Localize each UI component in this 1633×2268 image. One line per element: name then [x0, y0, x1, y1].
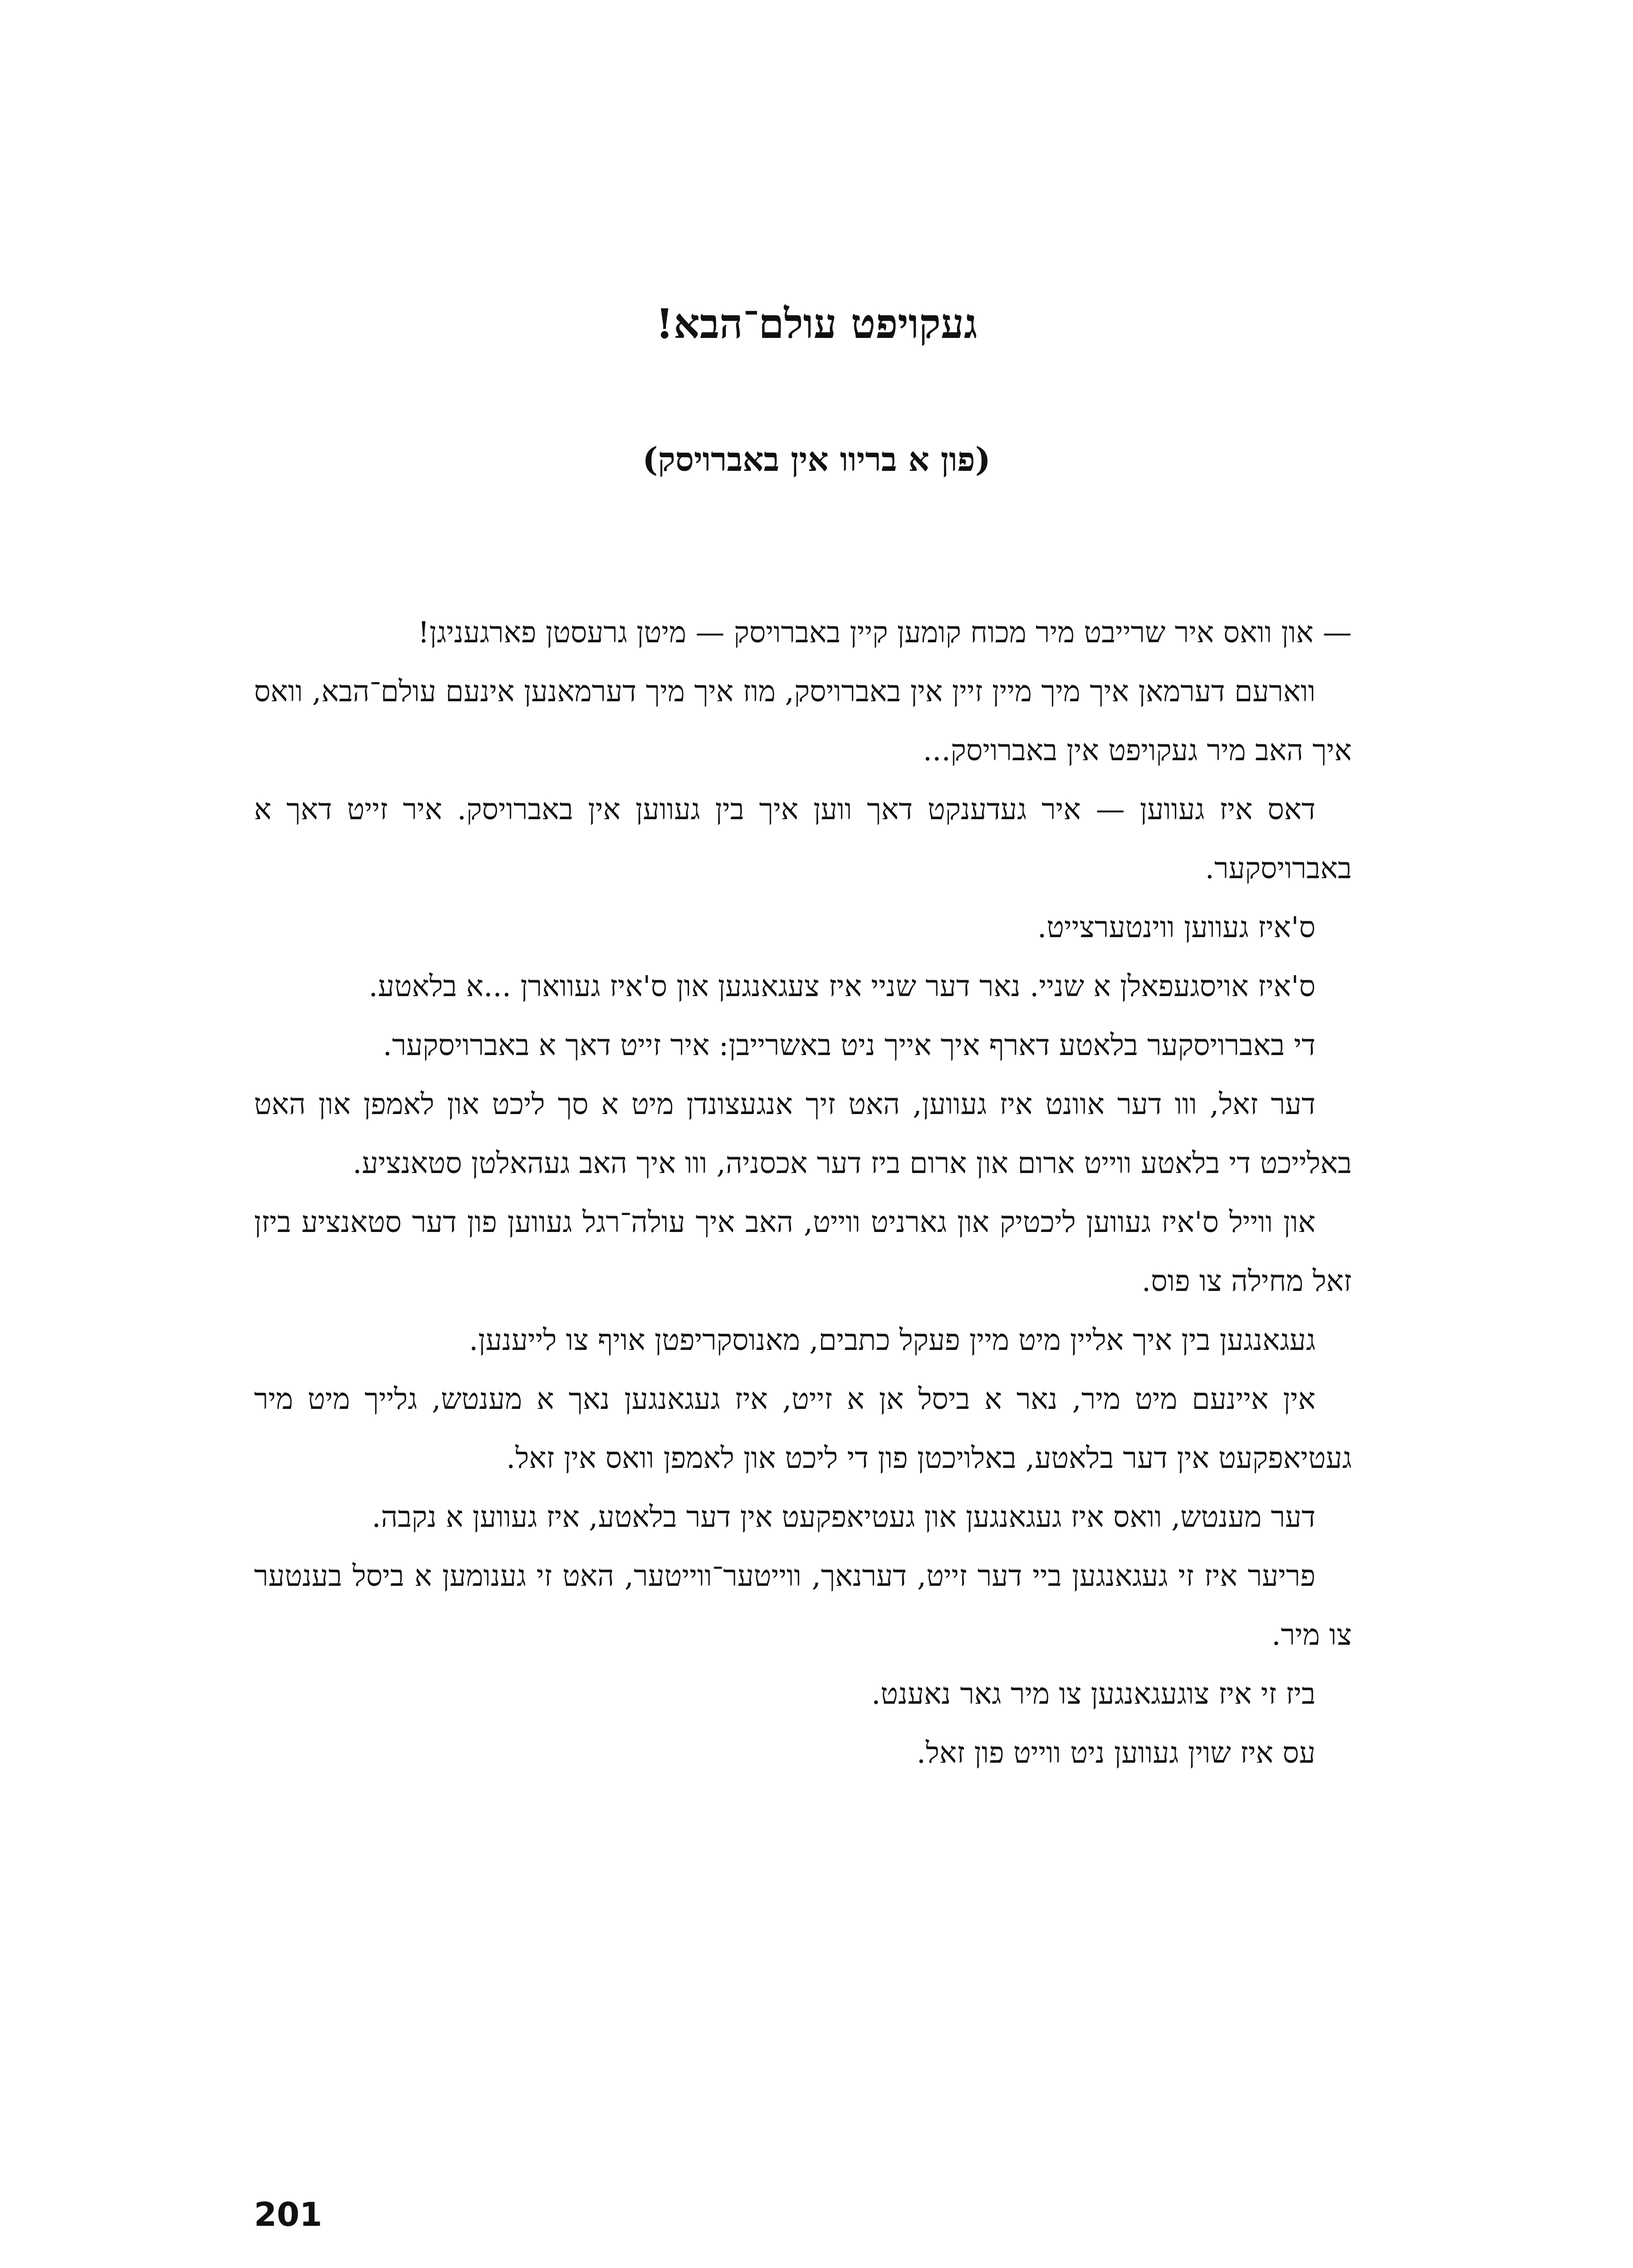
- paragraph: דאס איז געווען — איר געדענקט דאך ווען איך בין געווען אין באברויסק. איר זייט דאך א באברויסקער.: [254, 793, 1352, 885]
- page-title: געקויפט עולם־הבא!: [655, 300, 978, 348]
- paragraph: ס'איז אויסגעפאלן א שניי. נאר דער שניי איז צעגאנגען און ס'איז געווארן ...א בלאטע.: [368, 970, 1315, 1003]
- paragraph: ווארעם דערמאן איך מיך מיין זיין אין באברויסק, מוז איך מיך דערמאנען אינעם עולם־הבא, וואס איך האב מיר געקויפט אין באברויסק...: [254, 675, 1352, 767]
- paragraph: עס איז שוין געווען ניט ווייט פון זאל.: [916, 1736, 1315, 1770]
- paragraph: דער זאל, ווו דער אוונט איז געווען, האט זיך אנגעצונדן מיט א סך ליכט און לאמפן און האט באלייכט די בלאטע ווייט ארום און ארום ביז דער אכסניה, ווו איך האב געהאלטן סטאנציע.: [254, 1088, 1352, 1180]
- paragraph: און ווייל ס'איז געווען ליכטיק און גארניט ווייט, האב איך עולה־רגל געווען פון דער סטאנציע ביזן זאל מחילה צו פוס.: [254, 1206, 1352, 1298]
- paragraph: געגאנגען בין איך אליין מיט מיין פעקל כתבים, מאנוסקריפטן אויף צו לייענען.: [469, 1324, 1315, 1357]
- page-subtitle: (פון א בריוו אין באברויסק): [642, 440, 991, 479]
- paragraph: — און וואס איר שרייבט מיר מכוח קומען קיין באברויסק — מיטן גרעסטן פארגעניגן!: [417, 616, 1352, 650]
- paragraph: אין איינעם מיט מיר, נאר א ביסל אן א זייט, איז געגאנגען נאך א מענטש, גלייך מיט מיר געטיאפקעט אין דער בלאטע, באלויכטן פון די ליכט און לאמפן וואס אין זאל.: [254, 1383, 1352, 1475]
- paragraph: פריער איז זי געגאנגען ביי דער זייט, דערנאך, ווייטער־ווייטער, האט זי גענומען א ביסל בענטער צו מיר.: [254, 1559, 1352, 1652]
- paragraph: די באברויסקער בלאטע דארף איך אייך ניט באשרייבן: איר זייט דאך א באברויסקער.: [382, 1029, 1315, 1062]
- page-number: 201: [254, 2195, 323, 2234]
- paragraph: דער מענטש, וואס איז געגאנגען און געטיאפקעט אין דער בלאטע, איז געווען א נקבה.: [372, 1501, 1315, 1534]
- paragraph: ס'איז געווען ווינטערצייט.: [1037, 911, 1315, 944]
- paragraph: ביז זי איז צוגעגאנגען צו מיר גאר נאענט.: [871, 1677, 1315, 1711]
- body-text: [254, 603, 1352, 1783]
